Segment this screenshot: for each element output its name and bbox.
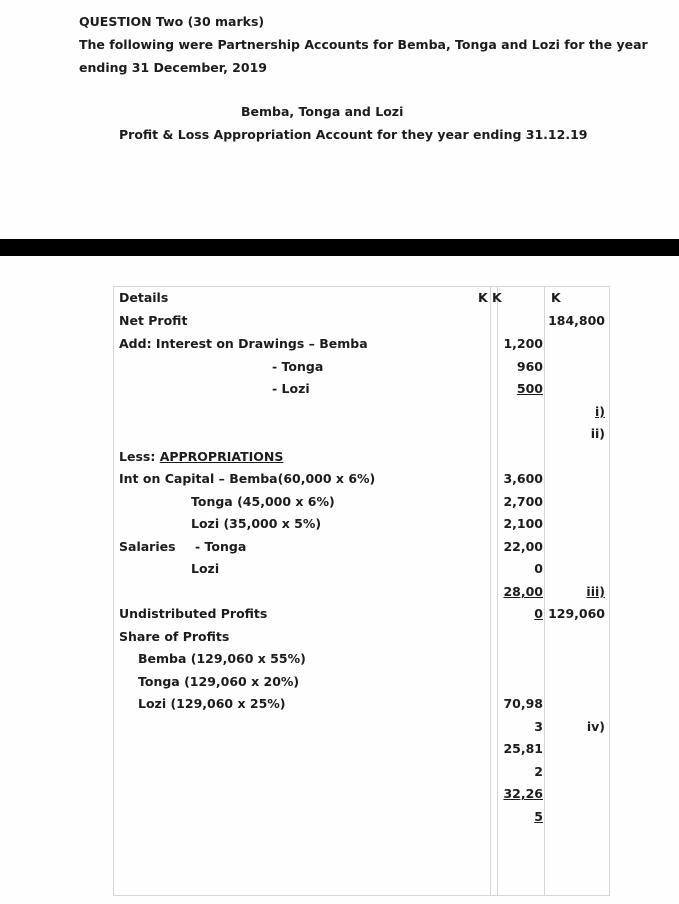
share-bemba-amount-cont: 3 (534, 719, 543, 734)
share-lozi-label: Lozi (129,060 x 25%) (138, 696, 286, 711)
question-heading: QUESTION Two (30 marks) (79, 14, 265, 29)
int-capital-tonga-label: Tonga (45,000 x 6%) (191, 494, 335, 509)
undistributed-amount: 129,060 (548, 606, 605, 621)
share-bemba-label: Bemba (129,060 x 55%) (138, 651, 306, 666)
net-profit-amount: 184,800 (548, 313, 605, 328)
redaction-bar (0, 239, 679, 256)
interest-lozi-amount: 500 (516, 381, 543, 396)
interest-lozi-label: - Lozi (272, 381, 310, 396)
interest-tonga-amount: 960 (516, 359, 543, 374)
account-title: Bemba, Tonga and Lozi (241, 104, 404, 119)
salaries-lozi-label: Lozi (191, 561, 220, 576)
header-details: Details (119, 290, 169, 305)
salary-tonga-amount: 22,00 (503, 539, 543, 554)
interest-bemba-amount: 1,200 (503, 336, 543, 351)
blank-iv: iv) (586, 719, 605, 734)
net-profit-label: Net Profit (119, 313, 188, 328)
int-capital-bemba-label: Int on Capital – Bemba(60,000 x 6%) (119, 471, 376, 486)
salary-lozi-amount-cont: 0 (534, 606, 543, 621)
interest-drawings-label: Add: Interest on Drawings – Bemba (119, 336, 368, 351)
int-capital-bemba-amount: 3,600 (503, 471, 543, 486)
share-label: Share of Profits (119, 629, 230, 644)
blank-i: i) (595, 404, 605, 419)
undistributed-label: Undistributed Profits (119, 606, 268, 621)
salary-tonga-amount-cont: 0 (534, 561, 543, 576)
question-intro-line2: ending 31 December, 2019 (79, 60, 267, 75)
share-tonga-label: Tonga (129,060 x 20%) (138, 674, 300, 689)
table-divider (544, 286, 545, 896)
salaries-label: Salaries (119, 539, 176, 554)
appropriations-heading (119, 449, 283, 465)
interest-tonga-label: - Tonga (272, 359, 324, 374)
header-k-col2: K (551, 290, 561, 305)
int-capital-lozi-amount: 2,100 (503, 516, 543, 531)
blank-ii: ii) (590, 426, 605, 441)
share-tonga-amount-cont: 2 (534, 764, 543, 779)
question-intro-line1: The following were Partnership Accounts for Bemba, Tonga and Lozi for the year (79, 37, 648, 52)
share-lozi-amount-cont: 5 (534, 809, 543, 824)
appropriations-label: APPROPRIATIONS (159, 449, 284, 464)
share-lozi-amount: 32,26 (503, 786, 543, 801)
header-k-col1: K K (478, 290, 502, 305)
account-subtitle: Profit & Loss Appropriation Account for they year ending 31.12.19 (119, 127, 588, 142)
salaries-tonga-label: - Tonga (195, 539, 247, 554)
less-label: Less: (119, 449, 160, 464)
int-capital-tonga-amount: 2,700 (503, 494, 543, 509)
share-tonga-amount: 25,81 (503, 741, 543, 756)
salary-lozi-amount: 28,00 (503, 584, 543, 599)
blank-iii: iii) (586, 584, 605, 599)
int-capital-lozi-label: Lozi (35,000 x 5%) (191, 516, 322, 531)
share-bemba-amount: 70,98 (503, 696, 543, 711)
